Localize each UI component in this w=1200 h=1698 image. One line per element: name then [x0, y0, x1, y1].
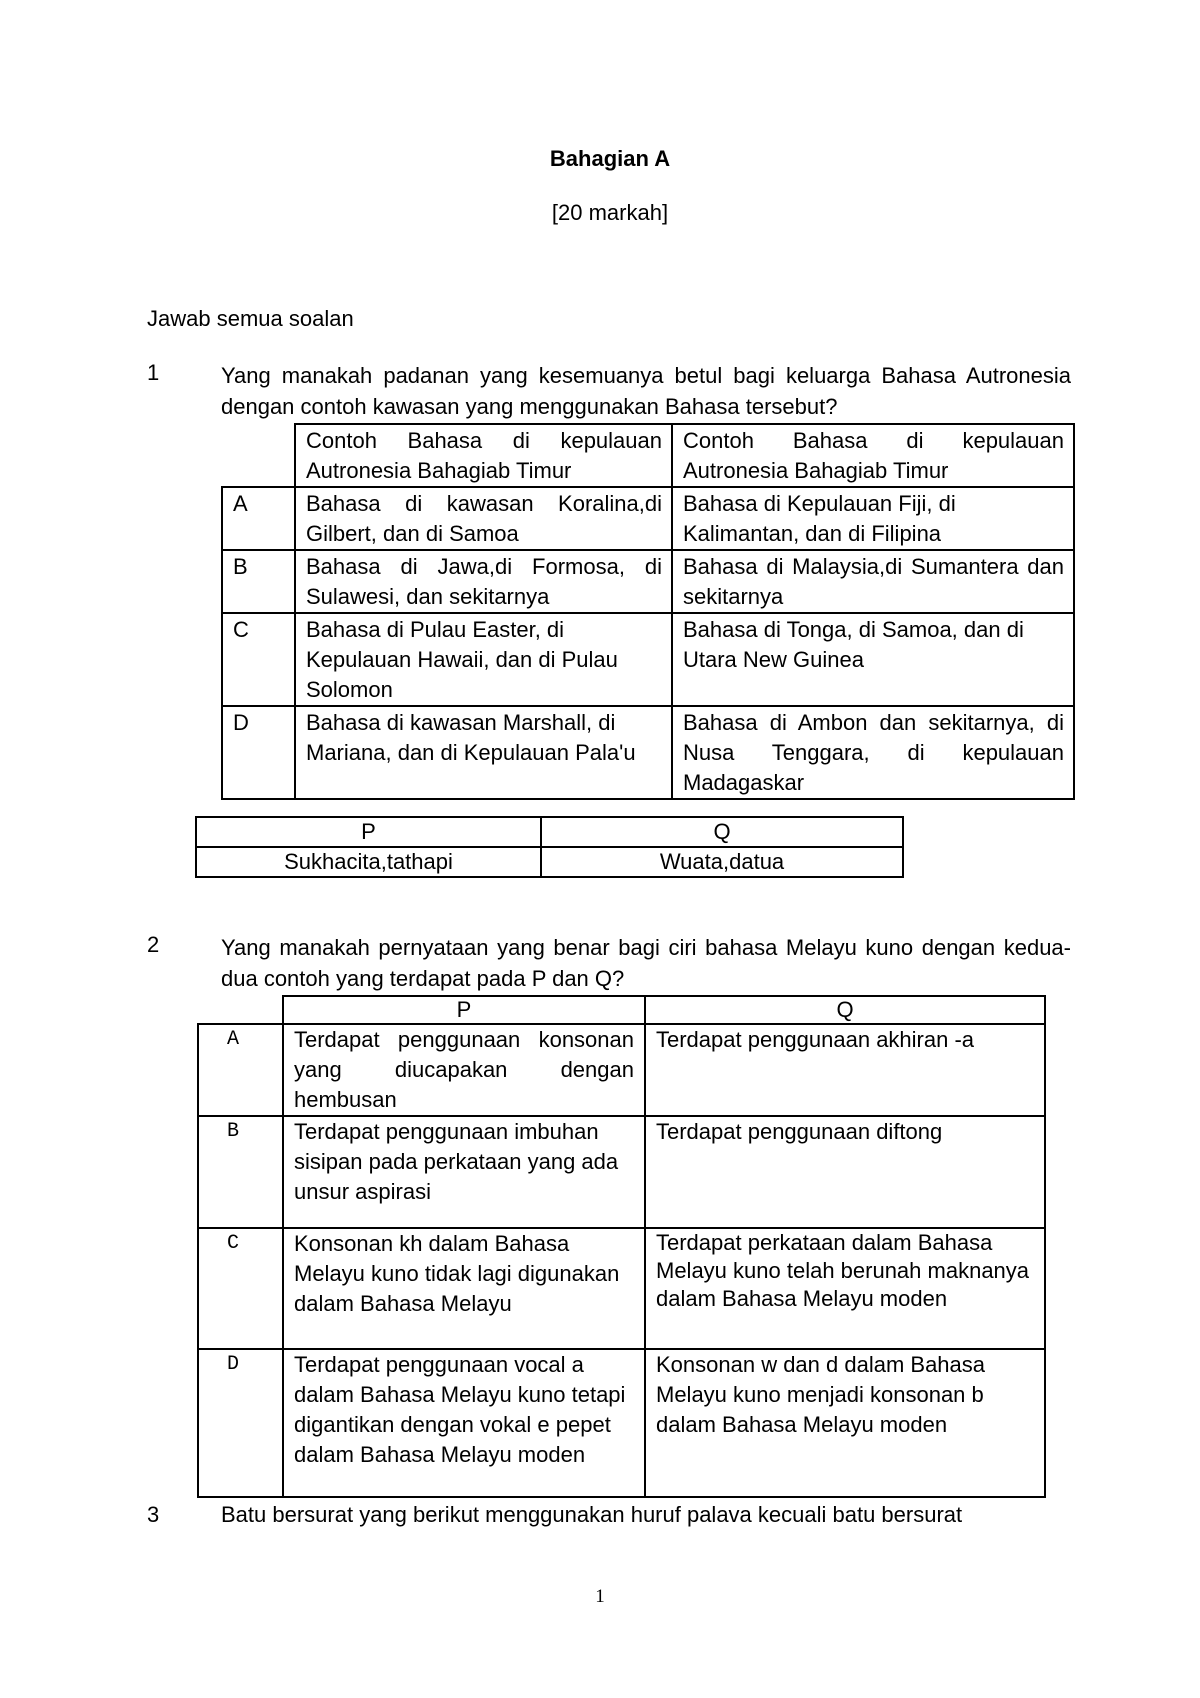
- table-cell: Terdapat penggunaan konsonan yang diucapakan dengan hembusan: [283, 1024, 645, 1116]
- header-cell: P: [283, 996, 645, 1024]
- question-1-table: [221, 423, 1075, 800]
- table-cell: Bahasa di kawasan Koralina,di Gilbert, dan di Samoa: [295, 487, 672, 550]
- table-cell: Bahasa di Malaysia,di Sumantera dan sekitarnya: [672, 550, 1074, 613]
- table-row: [198, 1228, 1045, 1349]
- table-cell: Konsonan w dan d dalam Bahasa Melayu kuno menjadi konsonan b dalam Bahasa Melayu moden: [645, 1349, 1045, 1497]
- empty-cell: [222, 424, 295, 487]
- question-2-text: Yang manakah pernyataan yang benar bagi ciri bahasa Melayu kuno dengan kedua-dua contoh yang terdapat pada P dan Q?: [221, 935, 1071, 991]
- question-2-number: 2: [147, 932, 160, 957]
- table-cell: Terdapat penggunaan diftong: [645, 1116, 1045, 1228]
- table-row: [198, 1024, 1045, 1116]
- header-cell: Q: [541, 817, 903, 847]
- table-row: [222, 706, 1074, 799]
- table-cell: Terdapat penggunaan imbuhan sisipan pada perkataan yang ada unsur aspirasi: [283, 1116, 645, 1228]
- header-cell: Contoh Bahasa di kepulauan Autronesia Bahagiab Timur: [295, 424, 672, 487]
- marks-label: [20 markah]: [551, 200, 669, 225]
- header-cell: P: [196, 817, 541, 847]
- table-row: [198, 1116, 1045, 1228]
- option-label: D: [222, 706, 295, 799]
- table-cell: Bahasa di Tonga, di Samoa, dan di Utara New Guinea: [672, 613, 1074, 706]
- table-cell: Bahasa di Kepulauan Fiji, di Kalimantan, dan di Filipina: [672, 487, 1074, 550]
- option-label: C: [222, 613, 295, 706]
- table-cell: Terdapat penggunaan akhiran -a: [645, 1024, 1045, 1116]
- question-1-text: Yang manakah padanan yang kesemuanya betul bagi keluarga Bahasa Autronesia dengan contoh kawasan yang menggunakan Bahasa tersebut?: [221, 363, 1071, 419]
- question-1-number: 1: [147, 360, 160, 385]
- question-3-text: Batu bersurat yang berikut menggunakan huruf palava kecuali batu bersurat: [221, 1502, 963, 1527]
- option-label: A: [222, 487, 295, 550]
- table-row: [222, 487, 1074, 550]
- table-row: [222, 613, 1074, 706]
- table-header-row: [196, 817, 903, 847]
- header-cell: Q: [645, 996, 1045, 1024]
- table-header-row: [222, 424, 1074, 487]
- table-cell: Wuata,datua: [541, 847, 903, 877]
- option-label: C: [198, 1228, 283, 1349]
- question-2-table: [197, 995, 1046, 1498]
- instruction-text: Jawab semua soalan: [147, 306, 354, 331]
- table-header-row: [198, 996, 1045, 1024]
- pq-example-table: [195, 816, 904, 878]
- header-cell: Contoh Bahasa di kepulauan Autronesia Bahagiab Timur: [672, 424, 1074, 487]
- table-row: [222, 550, 1074, 613]
- table-cell: Konsonan kh dalam Bahasa Melayu kuno tidak lagi digunakan dalam Bahasa Melayu: [283, 1228, 645, 1349]
- table-cell: Bahasa di kawasan Marshall, di Mariana, dan di Kepulauan Pala'u: [295, 706, 672, 799]
- question-3-number: 3: [147, 1502, 160, 1527]
- table-cell: Terdapat penggunaan vocal a dalam Bahasa Melayu kuno tetapi digantikan dengan vokal e pepet dalam Bahasa Melayu moden: [283, 1349, 645, 1497]
- option-label: D: [198, 1349, 283, 1497]
- table-cell: Sukhacita,tathapi: [196, 847, 541, 877]
- table-row: [198, 1349, 1045, 1497]
- page-number: 1: [595, 1586, 605, 1607]
- option-label: B: [222, 550, 295, 613]
- table-cell: Bahasa di Ambon dan sekitarnya, di Nusa Tenggara, di kepulauan Madagaskar: [672, 706, 1074, 799]
- option-label: A: [198, 1024, 283, 1116]
- section-title: Bahagian A: [549, 146, 671, 171]
- option-label: B: [198, 1116, 283, 1228]
- table-cell: Bahasa di Jawa,di Formosa, di Sulawesi, dan sekitarnya: [295, 550, 672, 613]
- table-cell: Terdapat perkataan dalam Bahasa Melayu kuno telah berunah maknanya dalam Bahasa Melayu moden: [645, 1228, 1045, 1349]
- table-row: [196, 847, 903, 877]
- table-cell: Bahasa di Pulau Easter, di Kepulauan Hawaii, dan di Pulau Solomon: [295, 613, 672, 706]
- empty-cell: [198, 996, 283, 1024]
